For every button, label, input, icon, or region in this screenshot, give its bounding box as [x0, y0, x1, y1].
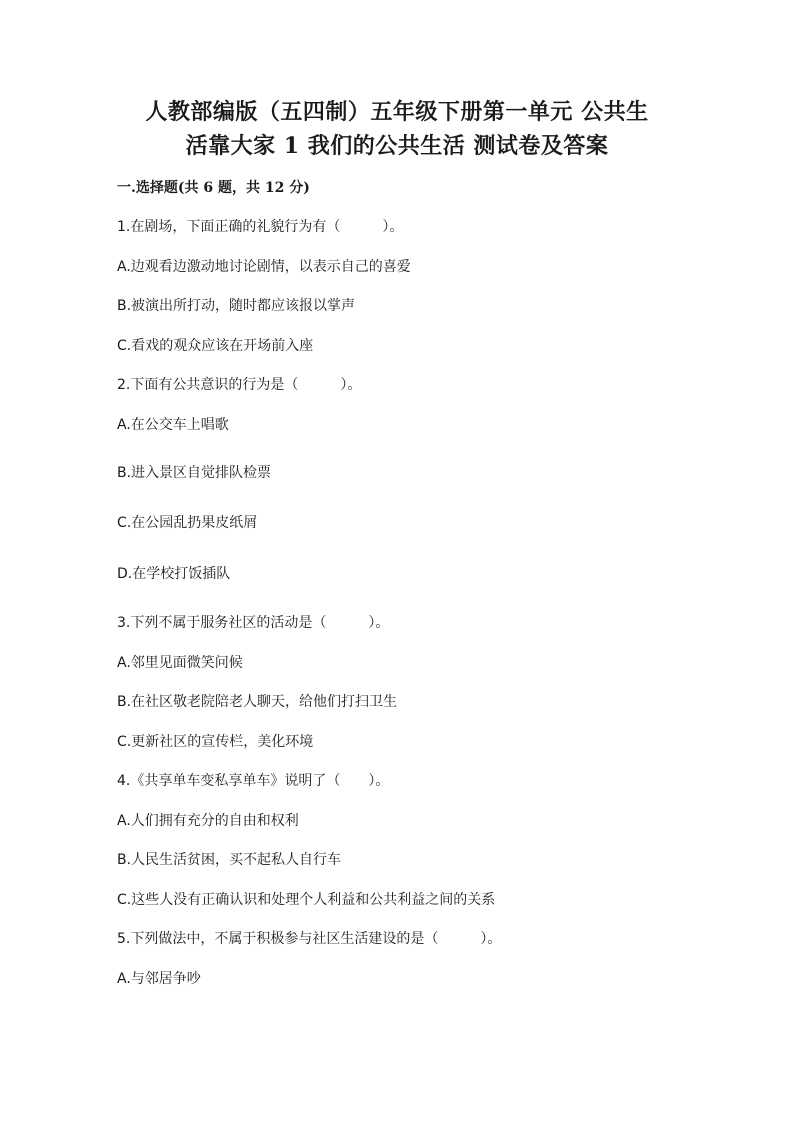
question-1-option-a: A.边观看边激动地讨论剧情，以表示自己的喜爱	[117, 259, 411, 275]
question-1: 1.在剧场，下面正确的礼貌行为有（ ）。	[117, 219, 404, 235]
document-title-line-2: 活靠大家 1 我们的公共生活 测试卷及答案	[185, 133, 609, 159]
question-2: 2.下面有公共意识的行为是（ ）。	[117, 377, 362, 393]
question-2-option-d: D.在学校打饭插队	[117, 566, 231, 582]
question-3: 3.下列不属于服务社区的活动是（ ）。	[117, 615, 390, 631]
question-5-option-a: A.与邻居争吵	[117, 971, 201, 987]
question-4-option-b: B.人民生活贫困，买不起私人自行车	[117, 852, 342, 868]
question-1-option-b: B.被演出所打动，随时都应该报以掌声	[117, 298, 356, 314]
document-title-line-1: 人教部编版（五四制）五年级下册第一单元 公共生	[145, 99, 649, 125]
section-heading: 一.选择题(共 6 题，共 12 分)	[117, 180, 310, 196]
question-2-option-a: A.在公交车上唱歌	[117, 417, 229, 433]
question-5: 5.下列做法中，不属于积极参与社区生活建设的是（ ）。	[117, 931, 502, 947]
question-4-option-a: A.人们拥有充分的自由和权利	[117, 813, 299, 829]
question-3-option-a: A.邻里见面微笑问候	[117, 655, 243, 671]
question-1-option-c: C.看戏的观众应该在开场前入座	[117, 338, 314, 354]
question-4: 4.《共享单车变私享单车》说明了（ ）。	[117, 773, 390, 789]
question-2-option-c: C.在公园乱扔果皮纸屑	[117, 515, 258, 531]
question-3-option-b: B.在社区敬老院陪老人聊天，给他们打扫卫生	[117, 694, 398, 710]
question-4-option-c: C.这些人没有正确认识和处理个人利益和公共利益之间的关系	[117, 892, 496, 908]
question-2-option-b: B.进入景区自觉排队检票	[117, 465, 272, 481]
question-3-option-c: C.更新社区的宣传栏，美化环境	[117, 734, 314, 750]
